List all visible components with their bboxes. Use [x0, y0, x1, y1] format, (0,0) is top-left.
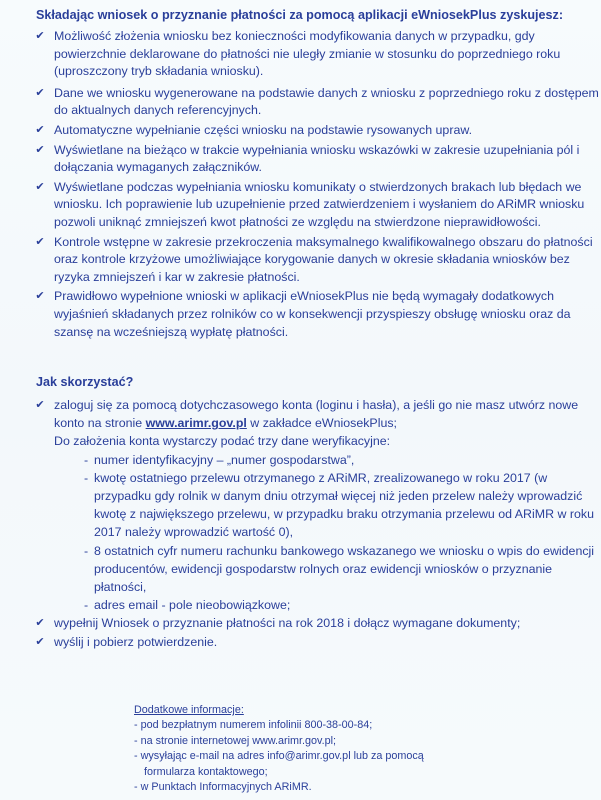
verification-item: [54, 451, 599, 469]
benefit-item: [34, 28, 599, 81]
check-icon: ✔: [35, 235, 45, 248]
step2-text: wypełnij Wniosek o przyznanie płatności na rok 2018 i dołącz wymagane dokumenty;: [54, 616, 521, 631]
howto-step: [34, 614, 599, 632]
check-icon: ✔: [35, 123, 45, 136]
additional-info: [134, 703, 474, 795]
dash-icon: -: [84, 470, 89, 485]
check-icon: ✔: [35, 635, 45, 648]
benefits-heading: Składając wniosek o przyznanie płatności za pomocą aplikacji eWniosekPlus zyskujesz:: [36, 8, 564, 22]
step3-text: wyślij i pobierz potwierdzenie.: [54, 634, 218, 649]
benefit-item: [34, 288, 599, 341]
benefit-item: [34, 179, 599, 232]
benefit-text: Automatyczne wypełnianie części wniosku na podstawie rysowanych upraw.: [54, 122, 473, 137]
benefit-text: Dane we wniosku wygenerowane na podstawie danych z wniosku z poprzedniego roku z dostępem do aktualnych danych referencyjnych.: [54, 85, 599, 118]
verification-text: numer identyfikacyjny – „numer gospodarstwa”,: [94, 452, 355, 467]
info-item: - na stronie internetowej www.arimr.gov.pl;: [134, 734, 337, 747]
verification-list: [54, 451, 599, 615]
benefit-text: Wyświetlane podczas wypełniania wniosku komunikaty o stwierdzonych brakach lub błędach we wniosku. Ich poprawienie lub uzupełnienie przed zatwierdzeniem i wysłaniem do ARiMR wniosku pozwoli uniknąć zmniejszeń kwot płatności ze względu na stwierdzone nieprawidłowości.: [54, 179, 585, 229]
verification-text: adres email - pole nieobowiązkowe;: [94, 598, 291, 613]
info-list: [134, 718, 474, 795]
howto-list: [34, 396, 599, 651]
info-item: - pod bezpłatnym numerem infolinii 800-38-00-84;: [134, 719, 373, 732]
check-icon: ✔: [35, 399, 45, 411]
verification-text: 8 ostatnich cyfr numeru rachunku bankowego wskazanego we wniosku o wpis do ewidencji producentów, ewidencji gospodarstw rolnych oraz ewidencji wniosków o przyznanie płatności,: [94, 543, 595, 595]
dash-icon: -: [84, 543, 89, 558]
howto-step: [34, 633, 599, 651]
info-text: na stronie internetowej www.arimr.gov.pl;: [140, 734, 337, 747]
step1-text: zaloguj się za pomocą dotychczasowego konta (loginu i hasła), a jeśli go nie masz utwórz nowe konto na stronie: [54, 398, 579, 431]
benefit-text: Możliwość złożenia wniosku bez konieczności modyfikowania danych w przypadku, gdy powierzchnie deklarowane do płatności nie uległy zmianie w stosunku do poprzedniego roku (uproszczony tryb składania wniosku).: [54, 29, 561, 79]
benefit-item: [34, 122, 599, 140]
check-icon: ✔: [35, 290, 45, 303]
step1-verification-text: Do założenia konta wystarczy podać trzy dane weryfikacyjne:: [54, 434, 391, 449]
howto-step: [34, 396, 599, 614]
benefit-text: Wyświetlane na bieżąco w trakcie wypełniania wniosku wskazówki w zakresie uzupełniania pól i dołączania wymaganych załączników.: [54, 142, 580, 175]
verification-item: [54, 596, 599, 614]
howto-heading: Jak skorzystać?: [36, 375, 134, 389]
benefit-item: [34, 85, 599, 120]
verification-item: [54, 542, 599, 597]
verification-item: [54, 469, 599, 542]
check-icon: ✔: [35, 617, 45, 630]
dash-icon: -: [84, 452, 89, 467]
check-icon: ✔: [35, 30, 45, 42]
benefit-text: Kontrole wstępne w zakresie przekroczenia maksymalnego kwalifikowalnego obszaru do płatności oraz kontrole krzyżowe umożliwiające korygowanie danych w okresie składania wniosków bez ryzyka zmniejszeń i kar w zakresie płatności.: [54, 234, 593, 284]
benefit-text: Prawidłowo wypełnione wnioski w aplikacji eWniosekPlus nie będą wymagały dodatkowych wyjaśnień składanych przez rolników co w konsekwencji przyspieszy obsługę wniosku oraz da szansę na wcześniejszą wypłatę płatności.: [54, 289, 571, 339]
check-icon: ✔: [35, 86, 45, 99]
arimr-link[interactable]: www.arimr.gov.pl: [145, 416, 247, 431]
info-text: w Punktach Informacyjnych ARiMR.: [140, 781, 312, 794]
info-item: - w Punktach Informacyjnych ARiMR.: [134, 781, 312, 794]
check-icon: ✔: [35, 143, 45, 156]
benefit-item: [34, 142, 599, 177]
info-item: - wysyłając e-mail na adres info@arimr.gov.pl lub za pomocą formularza kontaktowego;: [134, 750, 424, 778]
info-text: wysyłając e-mail na adres info@arimr.gov.pl lub za pomocą formularza kontaktowego;: [140, 750, 424, 778]
benefit-item: [34, 234, 599, 287]
dash-icon: -: [84, 598, 89, 613]
step1-tab-text: w zakładce eWniosekPlus;: [250, 416, 397, 431]
info-title: Dodatkowe informacje:: [134, 704, 244, 716]
benefits-list: [34, 28, 599, 343]
verification-text: kwotę ostatniego przelewu otrzymanego z ARiMR, zrealizowanego w roku 2017 (w przypadku gdy rolnik w danym dniu otrzymał więcej niż jeden przelew należy wprowadzić kwotę z największego przelewu, w przypadku braku otrzymania przelewu od ARiMR w roku 2017 należy wprowadzić wartość 0),: [94, 470, 594, 540]
check-icon: ✔: [35, 180, 45, 193]
info-text: pod bezpłatnym numerem infolinii 800-38-00-84;: [140, 719, 373, 732]
